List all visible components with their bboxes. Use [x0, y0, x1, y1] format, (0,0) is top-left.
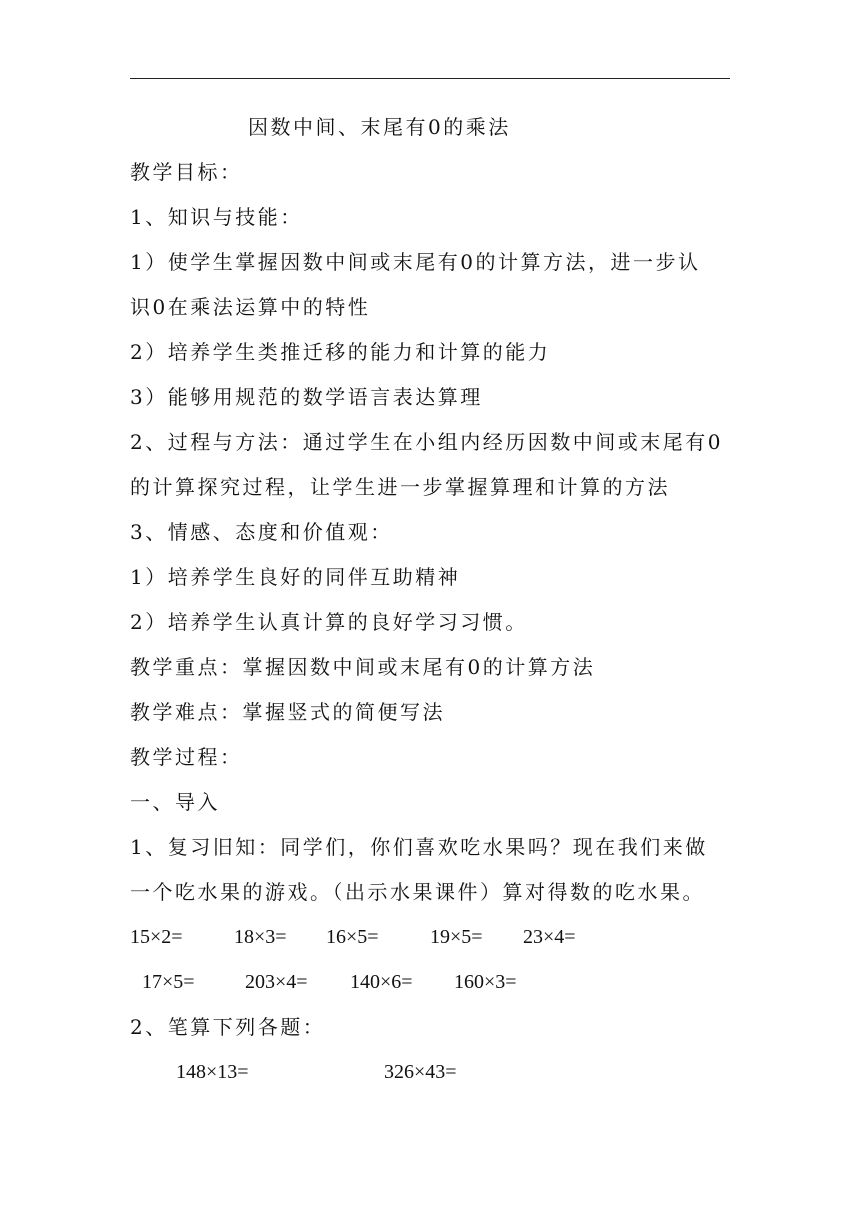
review-paragraph-cont: 一个吃水果的游戏。（出示水果课件）算对得数的吃水果。 — [130, 880, 705, 904]
oral-calc-item: 140×6= — [350, 971, 413, 993]
teaching-difficulty: 教学难点：掌握竖式的简便写法 — [130, 700, 445, 724]
oral-calc-item: 19×5= — [430, 926, 483, 948]
objective-item-1-cont: 识0在乘法运算中的特性 — [130, 295, 371, 319]
document-body — [130, 105, 735, 1095]
objective-item-3: 3）能够用规范的数学语言表达算理 — [130, 385, 483, 409]
objectives-heading: 教学目标： — [130, 160, 243, 184]
written-calc-item: 148×13= — [176, 1061, 249, 1083]
objective-item-2: 2）培养学生类推迁移的能力和计算的能力 — [130, 340, 551, 364]
oral-calc-item: 16×5= — [326, 926, 379, 948]
written-calc-heading: 2、笔算下列各题： — [130, 1015, 326, 1039]
oral-calc-row-2 — [130, 960, 735, 1005]
oral-calc-item: 18×3= — [234, 926, 287, 948]
oral-calc-row-1 — [130, 915, 735, 960]
introduction-heading: 一、导入 — [130, 790, 220, 814]
oral-calc-item: 203×4= — [245, 971, 308, 993]
teaching-key-point: 教学重点：掌握因数中间或末尾有0的计算方法 — [130, 655, 596, 679]
emotion-values-heading: 3、情感、态度和价值观： — [130, 520, 393, 544]
written-calc-row — [130, 1050, 735, 1095]
lesson-title: 因数中间、末尾有0的乘法 — [248, 115, 511, 139]
review-paragraph: 1、复习旧知：同学们，你们喜欢吃水果吗？现在我们来做 — [130, 835, 708, 859]
header-rule — [130, 78, 730, 79]
oral-calc-item: 23×4= — [523, 926, 576, 948]
process-method-cont: 的计算探究过程，让学生进一步掌握算理和计算的方法 — [130, 475, 670, 499]
teaching-process-heading: 教学过程： — [130, 745, 243, 769]
objective-item-1: 1）使学生掌握因数中间或末尾有0的计算方法，进一步认 — [130, 250, 701, 274]
oral-calc-item: 17×5= — [142, 971, 195, 993]
oral-calc-item: 15×2= — [130, 926, 183, 948]
oral-calc-item: 160×3= — [454, 971, 517, 993]
emotion-item-1: 1）培养学生良好的同伴互助精神 — [130, 565, 461, 589]
process-method: 2、过程与方法：通过学生在小组内经历因数中间或末尾有0 — [130, 430, 723, 454]
written-calc-item: 326×43= — [384, 1061, 457, 1083]
emotion-item-2: 2）培养学生认真计算的良好学习习惯。 — [130, 610, 528, 634]
knowledge-skills-heading: 1、知识与技能： — [130, 205, 303, 229]
